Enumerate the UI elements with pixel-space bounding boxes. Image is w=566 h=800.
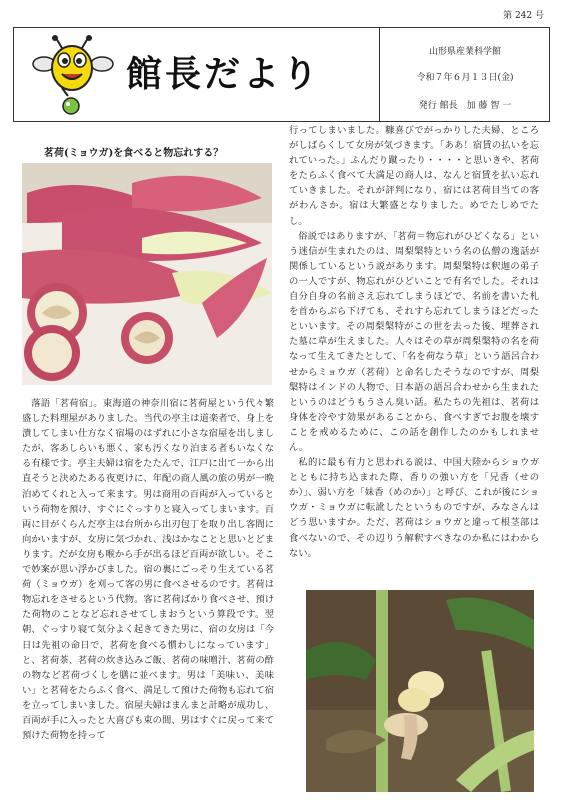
article-paragraph-2: 行ってしまいました。糠喜びでがっかりした夫婦、ところがしばらくして女房が気づきます。「ああ！宿賃の払いを忘れていった。」ふんだり蹴ったり・・・・と思いきや、茗荷をたらふく食べて大満足の商人は、なんと宿賃を払い忘れていきました。それが評判になり、宿には茗荷目当ての客がわんさか。宿は大繁盛となりました。めでたしめでたし。: [289, 125, 539, 227]
newsletter-title: 館長だより: [126, 54, 322, 95]
article-paragraph-3: 俗説ではありますが、「茗荷＝物忘れがひどくなる」という迷信が生まれたのは、周梨槃特という名の仏僧の逸話が関係しているという説があります。周梨槃特は釈迦の弟子の一人ですが、物忘れがひどいことで有名でした。それは自分自身の名前さえ忘れてしまうほどで、名前を書いた札を首からぶら下げても、それすら忘れてしまうほどだったといいます。その周梨槃特がこの世を去った後、埋葬された墓に草が生えました。人々はその草が周梨槃特の名を荷なって生えてきたとして、「名を荷なう草」という語呂合わせからミョウガ（茗荷）と命名したそうなのですが、周梨槃特はインドの人物で、日本語の語呂合わせから生まれたというのはどうもうさん臭い話。私たちの先祖は、茗荷は身体を冷やす効果があることから、食べすぎでお腹を壊すことを戒めるために、この話を創作したのかもしれません。: [289, 230, 539, 453]
newsletter-header: [13, 27, 550, 122]
publisher-line: 発行 館長 加 藤 智 一: [418, 101, 512, 111]
bee-mascot-icon: [32, 34, 116, 118]
myoga-plant-photo: [306, 590, 534, 792]
issue-number: 第 242 号: [503, 11, 544, 21]
organization-name: 山形県産業科学館: [428, 47, 501, 57]
myoga-photo: [22, 163, 272, 385]
article-title: 茗荷(ミョウガ)を食べると物忘れする？: [44, 148, 224, 159]
article-paragraph-4: 私的に最も有力と思われる説は、中国大陸からショウガとともに持ち込まれた際、香りの強い方を「兄香（せのか）」、弱い方を「妹香（めのか）」と呼び、これが後にショウガ・ミョウガに転訛したというものですが、みなさんはどう思いますか。ただ、茗荷はショウガと違って根茎部は食べないので、その辺りう解釈すべきなのか私にはわからない。: [289, 457, 539, 559]
article-right-column: [289, 123, 539, 561]
article-left-column: [22, 396, 274, 743]
issue-date: 令和７年６月１３日(金): [416, 73, 514, 83]
article-paragraph-1: 落語「茗荷宿」。東海道の神奈川宿に茗荷屋という代々繁盛した料理屋がありました。当代の亭主は道楽者で、身上を潰してしまい仕方なく宿場のはずれに小さな宿屋を出しましたが、客あしらいも悪く、家も汚くなり泊まる者もいなくなる有様です。亭主夫婦は宿をたたんで、江戸に出て一から出直そうと決めたある夜更けに、年配の商人風の旅の男が一晩泊めてくれと入って来ます。男は商用の百両が入っているという荷物を預け、すぐにぐっすりと寝入ってしまいます。百両に目がくらんだ亭主は台所から出刃包丁を取り出し客間に向かいますが、女房に気づかれ、浅はかなことと思いとどまります。だが女房も喉から手が出るほど百両が欲しい。そこで妙案が思い浮かびました。宿の裏にごっそり生えている茗荷（ミョウガ）を刈って客の男に食べさせるのです。茗荷は物忘れをさせるという代物。客に茗荷ばかり食べさせ、預けた荷物のことなど忘れさせてしまおうという算段です。翌朝、ぐっすり寝て気分よく起きてきた男に、宿の女房は「今日は先祖の命日で、茗荷を食べる慣わしになっています」と、茗荷茶、茗荷の炊き込みご飯、茗荷の味噌汁、茗荷の酢の物など茗荷づくしを膳に並べます。男は「美味い、美味い」と茗荷をたらふく食べ、満足して預けた荷物も忘れて宿を立ってしまいました。宿屋夫婦はまんまと計略が成功し、百両が手に入ったと大喜びも束の間、男はすぐに戻って来て預けた荷物を持って: [22, 398, 274, 742]
